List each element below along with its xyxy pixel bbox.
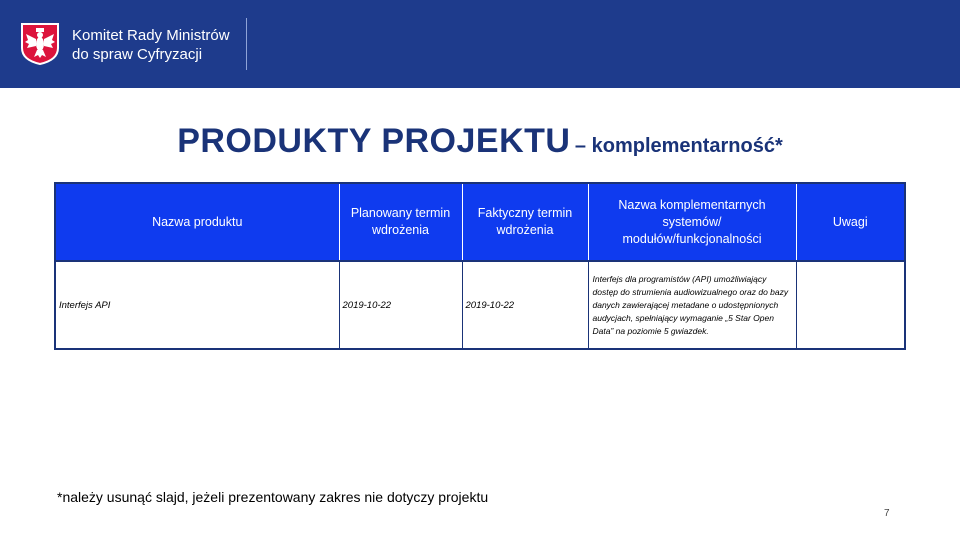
header-actual-date: Faktyczny termin wdrożenia bbox=[462, 184, 588, 261]
slide-title bbox=[0, 122, 960, 161]
organization-name-line-2: do spraw Cyfryzacji bbox=[72, 46, 203, 63]
cell-product-name: Interfejs API bbox=[56, 261, 339, 348]
organization-name-line-1: Komitet Rady Ministrów bbox=[72, 27, 230, 44]
cell-complementary-systems: Interfejs dla programistów (API) umożliwiający dostęp do strumienia audiowizualnego oraz do bazy danych zawierającej metadane o udostępnionych audycjach, spełniający wymaganie „5 Star Open Data” na poziomie 5 gwiazdek. bbox=[588, 261, 796, 348]
header-product-name: Nazwa produktu bbox=[56, 184, 339, 261]
page-number: 7 bbox=[884, 508, 890, 519]
slide-title-sub: – komplementarność* bbox=[574, 135, 783, 157]
products-table bbox=[56, 184, 904, 348]
products-table-container bbox=[54, 182, 906, 350]
header-divider bbox=[246, 18, 247, 70]
table-header-row bbox=[56, 184, 904, 261]
cell-planned-date: 2019-10-22 bbox=[339, 261, 462, 348]
header-remarks: Uwagi bbox=[796, 184, 904, 261]
organization-name bbox=[72, 26, 230, 64]
footnote: *należy usunąć slajd, jeżeli prezentowany zakres nie dotyczy projektu bbox=[57, 489, 489, 505]
header-complementary-systems: Nazwa komplementarnych systemów/ modułów/funkcjonalności bbox=[588, 184, 796, 261]
slide-title-main: PRODUKTY PROJEKTU bbox=[177, 122, 571, 160]
table-row bbox=[56, 261, 904, 348]
header-bar bbox=[0, 0, 960, 88]
cell-actual-date: 2019-10-22 bbox=[462, 261, 588, 348]
cell-remarks bbox=[796, 261, 904, 348]
header-planned-date: Planowany termin wdrożenia bbox=[339, 184, 462, 261]
polish-eagle-emblem-icon bbox=[20, 22, 60, 66]
